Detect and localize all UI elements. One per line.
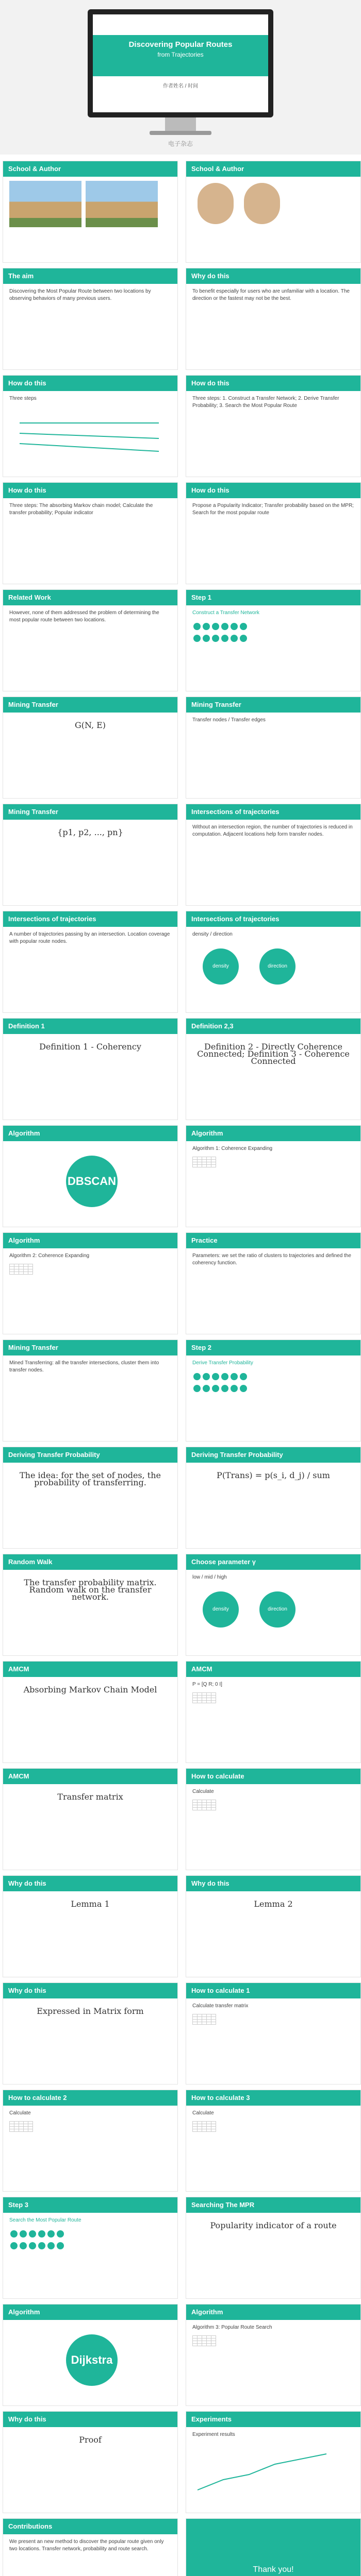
author-avatar xyxy=(244,183,280,224)
formula: Lemma 2 xyxy=(254,1899,293,1909)
table-row xyxy=(193,2344,216,2346)
slide-header: Choose parameter γ xyxy=(186,1554,360,1570)
slide-card xyxy=(186,1875,361,1977)
table-cell xyxy=(211,1808,216,1810)
slide-text: Algorithm 2: Coherence Expanding xyxy=(9,1253,90,1259)
slide-header: AMCM xyxy=(3,1769,177,1784)
slide-body xyxy=(186,1784,360,1870)
dot xyxy=(221,1385,228,1392)
table-row xyxy=(193,1701,216,1703)
slide-body xyxy=(186,1891,360,1977)
slide-card xyxy=(3,2304,178,2406)
table-cell xyxy=(10,2129,14,2132)
slide-body xyxy=(3,177,177,262)
dot xyxy=(231,623,238,630)
slide-card xyxy=(186,589,361,691)
slide-header: Algorithm xyxy=(3,1126,177,1141)
table-cell xyxy=(211,1701,216,1703)
slide-body xyxy=(186,1248,360,1334)
slide-card xyxy=(3,1661,178,1763)
slide-body xyxy=(186,1570,360,1655)
slide-body xyxy=(3,2106,177,2191)
table-cell xyxy=(28,2129,33,2132)
formula: Definition 1 - Coherency xyxy=(39,1042,141,1052)
slide-text: Calculate xyxy=(192,1789,214,1794)
slide-body xyxy=(186,820,360,905)
slide-text: Discovering the Most Popular Route between two locations by observing behaviors of many previous users. xyxy=(9,289,151,301)
table-row xyxy=(10,2129,33,2132)
dot-cluster xyxy=(9,2229,71,2253)
formula: Proof xyxy=(79,2435,102,2445)
slide-text: P = [Q R; 0 I] xyxy=(192,1682,222,1687)
slide-header: Algorithm xyxy=(186,2304,360,2320)
slide-text: Mined Transferring: all the transfer intersections, cluster them into transfer nodes. xyxy=(9,1360,159,1373)
slide-card xyxy=(186,268,361,370)
slide-body xyxy=(3,391,177,477)
slide-text: Propose a Popularity Indicator; Transfer probability based on the MPR; Search for the most popular route xyxy=(192,503,354,516)
slide-header: School & Author xyxy=(3,161,177,177)
slide-card xyxy=(3,1018,178,1120)
slide-header: How do this xyxy=(186,376,360,391)
slide-header: Mining Transfer xyxy=(186,697,360,713)
slide-card xyxy=(3,2197,178,2299)
slide-body xyxy=(3,498,177,584)
slide-card xyxy=(3,1768,178,1870)
algorithm-badge: DBSCAN xyxy=(66,1156,118,1207)
slide-text: Three steps: The absorbing Markov chain model; Calculate the transfer probability; Popular indicator xyxy=(9,503,153,516)
slide-body xyxy=(3,713,177,798)
cover-band xyxy=(93,35,268,76)
slide-card xyxy=(186,1982,361,2084)
slide-body xyxy=(186,2106,360,2191)
slide-body xyxy=(3,820,177,905)
dot xyxy=(212,1373,219,1380)
category-circle: density xyxy=(203,948,239,985)
table-cell xyxy=(202,2129,207,2132)
dot xyxy=(212,1385,219,1392)
dot xyxy=(231,1373,238,1380)
table-cell xyxy=(207,2129,211,2132)
table-cell xyxy=(10,1272,14,1275)
table-cell xyxy=(28,1272,33,1275)
dot xyxy=(212,623,219,630)
slide-body xyxy=(186,605,360,691)
dot xyxy=(47,2230,55,2238)
dot xyxy=(240,1385,247,1392)
slide-body xyxy=(3,2213,177,2298)
slide-card xyxy=(3,697,178,799)
matrix-table xyxy=(192,2121,216,2132)
algorithm-badge: Dijkstra xyxy=(66,2334,118,2386)
formula: Absorbing Markov Chain Model xyxy=(23,1685,157,1694)
route-line xyxy=(20,433,159,438)
dot xyxy=(10,2242,18,2249)
slide-body xyxy=(3,284,177,369)
slide-card xyxy=(3,375,178,477)
table-cell xyxy=(193,2344,198,2346)
slide-text: Three steps: 1. Construct a Transfer Network; 2. Derive Transfer Probability; 3. Search the Most Popular Route xyxy=(192,396,339,409)
slide-header: AMCM xyxy=(186,1662,360,1677)
table-row xyxy=(193,2129,216,2132)
slide-card xyxy=(186,1232,361,1334)
slide-body xyxy=(186,284,360,369)
matrix-table xyxy=(192,1157,216,1167)
slide-header: How do this xyxy=(186,483,360,498)
cover-author: 作者姓名 / 时间 xyxy=(162,83,199,89)
table-cell xyxy=(207,1701,211,1703)
slide-text: Without an intersection region, the number of trajectories is reduced in computation. Adjacent locations help form transfer nodes. xyxy=(192,824,353,837)
slide-header: Definition 2,3 xyxy=(186,1019,360,1034)
slide-header: Deriving Transfer Probability xyxy=(3,1447,177,1463)
slide-card xyxy=(186,482,361,584)
formula: P(Trans) = p(s_i, d_j) / sum xyxy=(217,1470,330,1480)
table-row xyxy=(193,1165,216,1167)
dot-cluster xyxy=(192,1372,254,1396)
slide-card xyxy=(186,2518,361,2576)
formula: Expressed in Matrix form xyxy=(37,2006,144,2016)
dot xyxy=(193,623,201,630)
slide-card xyxy=(186,1447,361,1549)
dot xyxy=(193,1373,201,1380)
slide-text: Calculate transfer matrix xyxy=(192,2003,249,2009)
matrix-table xyxy=(192,2335,216,2346)
formula: Lemma 1 xyxy=(71,1899,110,1909)
thank-you-panel: Thank you! xyxy=(186,2519,360,2576)
slide-text: Construct a Transfer Network xyxy=(192,610,260,616)
table-cell xyxy=(14,1272,19,1275)
slide-text: Transfer nodes / Transfer edges xyxy=(192,717,266,723)
slide-body xyxy=(3,1034,177,1120)
table-cell xyxy=(193,1701,198,1703)
table-cell xyxy=(211,2129,216,2132)
slide-card xyxy=(3,2090,178,2192)
slide-header: Contributions xyxy=(3,2519,177,2534)
dot xyxy=(231,635,238,642)
route-line xyxy=(20,444,159,451)
slide-header: School & Author xyxy=(186,161,360,177)
slide-body xyxy=(3,2534,177,2576)
slide-body xyxy=(186,1034,360,1120)
slide-body xyxy=(186,2213,360,2298)
slide-card xyxy=(3,1554,178,1656)
dot xyxy=(57,2230,64,2238)
slide-body xyxy=(3,927,177,1012)
slide-body xyxy=(3,2320,177,2405)
slide-header: Searching The MPR xyxy=(186,2197,360,2213)
matrix-table xyxy=(9,1264,33,1275)
table-cell xyxy=(193,2022,198,2025)
matrix-table xyxy=(192,1800,216,1810)
slide-card xyxy=(3,161,178,263)
cover-subtitle: from Trajectories xyxy=(157,51,204,58)
slide-header: Why do this xyxy=(186,268,360,284)
dot xyxy=(240,1373,247,1380)
table-cell xyxy=(207,1165,211,1167)
dot-cluster xyxy=(192,622,254,646)
slide-header: Mining Transfer xyxy=(3,697,177,713)
dot xyxy=(203,1385,210,1392)
slide-card xyxy=(3,1340,178,1442)
dot xyxy=(212,635,219,642)
matrix-table xyxy=(192,2014,216,2025)
dot xyxy=(38,2230,45,2238)
dot xyxy=(203,635,210,642)
table-cell xyxy=(198,2022,202,2025)
table-cell xyxy=(211,1165,216,1167)
dot xyxy=(193,1385,201,1392)
slide-body xyxy=(186,2320,360,2405)
matrix-table xyxy=(192,1692,216,1703)
table-cell xyxy=(19,1272,24,1275)
slide-header: Practice xyxy=(186,1233,360,1248)
table-cell xyxy=(14,2129,19,2132)
monitor xyxy=(88,9,273,117)
table-cell xyxy=(202,2022,207,2025)
slide-body xyxy=(186,1141,360,1227)
slide-body xyxy=(3,1355,177,1441)
slide-body xyxy=(3,1248,177,1334)
matrix-table xyxy=(9,2121,33,2132)
slide-header: How to calculate 3 xyxy=(186,2090,360,2106)
dot xyxy=(29,2242,36,2249)
slide-text: To benefit especially for users who are unfamiliar with a location. The direction or the fastest may not be the best. xyxy=(192,289,350,301)
slide-body xyxy=(186,1463,360,1548)
table-cell xyxy=(19,2129,24,2132)
dot xyxy=(240,623,247,630)
category-circle: direction xyxy=(259,1591,296,1628)
cover-title: Discovering Popular Routes xyxy=(128,40,233,49)
slide-card xyxy=(186,1554,361,1656)
slide-body xyxy=(3,1891,177,1977)
slide-card xyxy=(3,1875,178,1977)
dot xyxy=(29,2230,36,2238)
cover-caption: 电子杂志 xyxy=(168,140,193,147)
dot xyxy=(38,2242,45,2249)
slide-header: Why do this xyxy=(3,1983,177,1998)
table-cell xyxy=(202,2344,207,2346)
slide-text: Calculate xyxy=(192,2110,214,2116)
table-cell xyxy=(24,1272,28,1275)
slide-body xyxy=(3,1570,177,1655)
dot xyxy=(221,623,228,630)
table-cell xyxy=(198,1165,202,1167)
slide-body xyxy=(3,1141,177,1227)
slide-header: Definition 1 xyxy=(3,1019,177,1034)
slide-card xyxy=(186,2304,361,2406)
slide-body xyxy=(186,1355,360,1441)
slide-header: Random Walk xyxy=(3,1554,177,1570)
formula: The transfer probability matrix. Random walk on the transfer network. xyxy=(24,1578,157,1602)
slide-body xyxy=(186,1998,360,2084)
monitor-base xyxy=(150,131,211,135)
slide-card xyxy=(3,268,178,370)
slide-header: Deriving Transfer Probability xyxy=(186,1447,360,1463)
slide-card xyxy=(3,1232,178,1334)
slide-card xyxy=(186,1768,361,1870)
table-cell xyxy=(202,1165,207,1167)
table-cell xyxy=(24,2129,28,2132)
slide-header: Step 3 xyxy=(3,2197,177,2213)
dot xyxy=(203,623,210,630)
table-row xyxy=(193,2022,216,2025)
experiment-series xyxy=(198,2454,326,2490)
slide-card xyxy=(3,1982,178,2084)
slide-card xyxy=(3,2518,178,2576)
slide-body xyxy=(3,1677,177,1762)
slide-header: How do this xyxy=(3,376,177,391)
dot xyxy=(221,1373,228,1380)
monitor-stand xyxy=(165,117,196,131)
slide-body xyxy=(3,2427,177,2513)
slide-text: Search the Most Popular Route xyxy=(9,2217,81,2223)
slide-body xyxy=(186,2427,360,2513)
table-cell xyxy=(202,1701,207,1703)
table-row xyxy=(193,1808,216,1810)
slide-header: Related Work xyxy=(3,590,177,605)
slide-header: Intersections of trajectories xyxy=(186,911,360,927)
table-cell xyxy=(198,1701,202,1703)
slide-body xyxy=(186,1677,360,1762)
slide-header: Why do this xyxy=(186,1876,360,1891)
slide-header: Intersections of trajectories xyxy=(3,911,177,927)
slide-body xyxy=(186,177,360,262)
dot xyxy=(203,1373,210,1380)
formula: {p1, p2, ..., pn} xyxy=(57,827,123,837)
campus-photo xyxy=(9,181,81,227)
slide-card xyxy=(186,2090,361,2192)
formula: G(N, E) xyxy=(74,720,106,730)
slide-header: Why do this xyxy=(3,2412,177,2427)
slide-header: Algorithm xyxy=(186,1126,360,1141)
formula: Popularity indicator of a route xyxy=(210,2221,337,2230)
dot xyxy=(10,2230,18,2238)
table-cell xyxy=(198,2129,202,2132)
slide-header: Experiments xyxy=(186,2412,360,2427)
slide-body xyxy=(186,498,360,584)
category-circle: direction xyxy=(259,948,296,985)
table-cell xyxy=(207,2344,211,2346)
slide-body xyxy=(3,605,177,691)
slide-card xyxy=(186,1125,361,1227)
dot xyxy=(20,2230,27,2238)
cover xyxy=(0,0,361,155)
slide-card xyxy=(186,1340,361,1442)
dot xyxy=(240,635,247,642)
slide-card xyxy=(3,1447,178,1549)
slide-card xyxy=(186,375,361,477)
slide-card xyxy=(186,2411,361,2513)
route-diagram xyxy=(9,402,169,459)
slide-card xyxy=(3,2411,178,2513)
campus-photo xyxy=(86,181,158,227)
slide-header: Mining Transfer xyxy=(3,804,177,820)
slide-header: Algorithm xyxy=(3,1233,177,1248)
slide-text: Algorithm 1: Coherence Expanding xyxy=(192,1146,273,1151)
slide-body xyxy=(186,927,360,1012)
slide-text: Parameters: we set the ratio of clusters to trajectories and defined the coherency function. xyxy=(192,1253,351,1266)
slide-body xyxy=(3,1784,177,1870)
slide-card xyxy=(186,2197,361,2299)
slide-header: How do this xyxy=(3,483,177,498)
table-cell xyxy=(207,1808,211,1810)
table-cell xyxy=(211,2344,216,2346)
slide-text: Calculate xyxy=(9,2110,31,2116)
slide-text: A number of trajectories passing by an intersection. Location coverage with popular route nodes. xyxy=(9,931,170,944)
slide-text: density / direction xyxy=(192,931,233,937)
slide-header: How to calculate 2 xyxy=(3,2090,177,2106)
slide-card xyxy=(3,911,178,1013)
table-row xyxy=(10,1272,33,1275)
slide-card xyxy=(186,1018,361,1120)
dot xyxy=(20,2242,27,2249)
table-cell xyxy=(193,1165,198,1167)
formula: The idea: for the set of nodes, the probability of transferring. xyxy=(19,1470,161,1487)
formula: Transfer matrix xyxy=(57,1792,123,1802)
table-cell xyxy=(193,1808,198,1810)
slide-card xyxy=(3,804,178,906)
slide-card xyxy=(3,482,178,584)
category-circle: density xyxy=(203,1591,239,1628)
slide-text: However, none of them addressed the problem of determining the most popular route between two locations. xyxy=(9,610,159,623)
table-cell xyxy=(207,2022,211,2025)
slide-text: Experiment results xyxy=(192,2432,235,2437)
slide-header: The aim xyxy=(3,268,177,284)
slide-text: low / mid / high xyxy=(192,1574,227,1580)
slide-body xyxy=(186,713,360,798)
table-cell xyxy=(198,2344,202,2346)
slide-text: We present an new method to discover the popular route given only two locations. Transfer network, probability and route search. xyxy=(9,2539,164,2552)
slide-card xyxy=(3,1125,178,1227)
dot xyxy=(47,2242,55,2249)
dot xyxy=(221,635,228,642)
slide-body xyxy=(3,1463,177,1548)
dot xyxy=(231,1385,238,1392)
formula: Definition 2 - Directly Coherence Connected; Definition 3 - Coherence Connected xyxy=(197,1042,350,1066)
slide-body xyxy=(186,391,360,477)
slide-header: Step 1 xyxy=(186,590,360,605)
slide-text: Algorithm 3: Popular Route Search xyxy=(192,2325,272,2330)
table-cell xyxy=(193,2129,198,2132)
slide-text: Three steps xyxy=(9,396,37,401)
slide-header: Mining Transfer xyxy=(3,1340,177,1355)
slide-header: Intersections of trajectories xyxy=(186,804,360,820)
slide-header: Why do this xyxy=(3,1876,177,1891)
slide-card xyxy=(186,697,361,799)
slide-header: Algorithm xyxy=(3,2304,177,2320)
table-cell xyxy=(211,2022,216,2025)
slide-header: AMCM xyxy=(3,1662,177,1677)
slide-card xyxy=(186,161,361,263)
slide-card xyxy=(186,804,361,906)
dot xyxy=(193,635,201,642)
slide-card xyxy=(3,589,178,691)
table-cell xyxy=(202,1808,207,1810)
slide-text: Derive Transfer Probability xyxy=(192,1360,253,1366)
dot xyxy=(57,2242,64,2249)
slide-body xyxy=(3,1998,177,2084)
slide-header: How to calculate xyxy=(186,1769,360,1784)
slide-header: How to calculate 1 xyxy=(186,1983,360,1998)
slide-card xyxy=(186,1661,361,1763)
slide-header: Step 2 xyxy=(186,1340,360,1355)
author-avatar xyxy=(198,183,234,224)
slide-card xyxy=(186,911,361,1013)
experiment-chart xyxy=(192,2438,347,2500)
table-cell xyxy=(198,1808,202,1810)
